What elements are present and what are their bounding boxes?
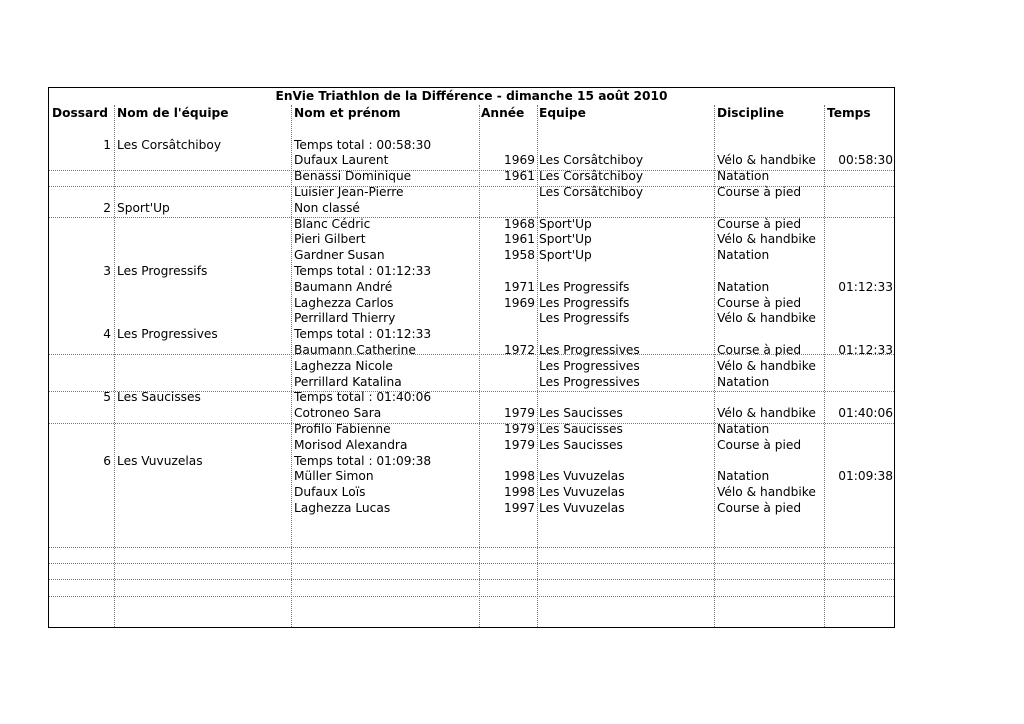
member-team-cell: Sport'Up — [539, 216, 592, 231]
page-title: EnVie Triathlon de la Différence - dimanche 15 août 2010 — [275, 89, 668, 103]
team-name: Sport'Up — [117, 200, 170, 215]
member-name-cell: Dufaux Loïs — [294, 485, 366, 500]
member-name-cell: Müller Simon — [294, 469, 374, 484]
member-year-cell: 1979 — [503, 437, 535, 452]
team-bib-number: 1 — [103, 137, 111, 152]
member-discipline-cell: Course à pied — [717, 500, 802, 515]
member-discipline-cell: Vélo & handbike — [717, 406, 816, 421]
member-name-cell: Baumann André — [294, 279, 393, 294]
member-discipline-cell: Natation — [717, 279, 770, 294]
team-bib-number: 4 — [103, 327, 111, 342]
team-name: Les Progressives — [117, 327, 218, 342]
member-year-cell: 1968 — [503, 216, 535, 231]
member-discipline-cell: Natation — [717, 469, 770, 484]
team-total-time: Temps total : 01:12:33 — [294, 263, 432, 278]
team-bib-number: 6 — [103, 453, 111, 468]
member-discipline-cell: Course à pied — [717, 437, 802, 452]
team-bib-number: 2 — [103, 200, 111, 215]
column-divider — [537, 105, 538, 627]
member-name-cell: Cotroneo Sara — [294, 406, 382, 421]
member-name-cell: Laghezza Carlos — [294, 295, 394, 310]
column-divider — [479, 105, 480, 627]
team-name: Les Saucisses — [117, 390, 201, 405]
member-time-cell: 01:12:33 — [838, 279, 893, 294]
member-team-cell: Les Vuvuzelas — [539, 485, 625, 500]
row-divider — [49, 563, 894, 564]
member-team-cell: Les Vuvuzelas — [539, 469, 625, 484]
column-divider — [114, 105, 115, 627]
results-sheet — [48, 87, 895, 628]
header-team: Equipe — [539, 106, 586, 120]
team-total-time: Non classé — [294, 200, 360, 215]
member-team-cell: Les Corsâtchiboy — [539, 169, 644, 184]
member-discipline-cell: Vélo & handbike — [717, 232, 816, 247]
member-name-cell: Perrillard Thierry — [294, 311, 396, 326]
member-name-cell: Profilo Fabienne — [294, 421, 391, 436]
team-name: Les Vuvuzelas — [117, 453, 203, 468]
member-discipline-cell: Natation — [717, 248, 770, 263]
team-total-time: Temps total : 00:58:30 — [294, 137, 432, 152]
member-team-cell: Sport'Up — [539, 232, 592, 247]
member-time-cell: 01:09:38 — [838, 469, 893, 484]
column-divider — [824, 105, 825, 627]
member-discipline-cell: Course à pied — [717, 342, 802, 357]
member-discipline-cell: Course à pied — [717, 216, 802, 231]
member-year-cell: 1971 — [503, 279, 535, 294]
row-divider — [49, 579, 894, 580]
member-time-cell: 01:40:06 — [838, 406, 893, 421]
member-name-cell: Laghezza Nicole — [294, 358, 393, 373]
header-time: Temps — [827, 106, 871, 120]
member-year-cell: 1998 — [503, 485, 535, 500]
member-year-cell: 1979 — [503, 421, 535, 436]
column-divider — [291, 105, 292, 627]
member-discipline-cell: Vélo & handbike — [717, 485, 816, 500]
header-person-name: Nom et prénom — [294, 106, 401, 120]
member-name-cell: Benassi Dominique — [294, 169, 412, 184]
row-divider — [49, 596, 894, 597]
member-name-cell: Pieri Gilbert — [294, 232, 366, 247]
member-team-cell: Les Progressives — [539, 374, 640, 389]
member-year-cell: 1969 — [503, 295, 535, 310]
member-discipline-cell: Vélo & handbike — [717, 311, 816, 326]
team-name: Les Corsâtchiboy — [117, 137, 222, 152]
member-name-cell: Blanc Cédric — [294, 216, 371, 231]
member-team-cell: Les Corsâtchiboy — [539, 184, 644, 199]
member-team-cell: Sport'Up — [539, 248, 592, 263]
member-name-cell: Dufaux Laurent — [294, 153, 389, 168]
member-team-cell: Les Progressifs — [539, 279, 630, 294]
member-team-cell: Les Vuvuzelas — [539, 500, 625, 515]
member-team-cell: Les Saucisses — [539, 421, 623, 436]
member-team-cell: Les Corsâtchiboy — [539, 153, 644, 168]
member-team-cell: Les Progressives — [539, 358, 640, 373]
member-team-cell: Les Saucisses — [539, 406, 623, 421]
member-year-cell: 1958 — [503, 248, 535, 263]
member-team-cell: Les Saucisses — [539, 437, 623, 452]
member-name-cell: Luisier Jean-Pierre — [294, 184, 404, 199]
team-bib-number: 5 — [103, 390, 111, 405]
team-bib-number: 3 — [103, 263, 111, 278]
member-team-cell: Les Progressifs — [539, 311, 630, 326]
member-discipline-cell: Natation — [717, 374, 770, 389]
member-name-cell: Gardner Susan — [294, 248, 385, 263]
member-time-cell: 00:58:30 — [838, 153, 893, 168]
team-total-time: Temps total : 01:09:38 — [294, 453, 432, 468]
member-discipline-cell: Course à pied — [717, 184, 802, 199]
member-year-cell: 1997 — [503, 500, 535, 515]
row-divider — [49, 547, 894, 548]
member-discipline-cell: Vélo & handbike — [717, 358, 816, 373]
member-year-cell: 1972 — [503, 342, 535, 357]
header-year: Année — [481, 106, 525, 120]
member-team-cell: Les Progressives — [539, 342, 640, 357]
team-total-time: Temps total : 01:40:06 — [294, 390, 432, 405]
member-discipline-cell: Course à pied — [717, 295, 802, 310]
member-year-cell: 1979 — [503, 406, 535, 421]
column-divider — [714, 105, 715, 627]
header-discipline: Discipline — [717, 106, 784, 120]
member-year-cell: 1969 — [503, 153, 535, 168]
member-discipline-cell: Vélo & handbike — [717, 153, 816, 168]
member-year-cell: 1961 — [503, 232, 535, 247]
header-dossard: Dossard — [52, 106, 108, 120]
member-time-cell: 01:12:33 — [838, 342, 893, 357]
team-total-time: Temps total : 01:12:33 — [294, 327, 432, 342]
member-year-cell: 1998 — [503, 469, 535, 484]
member-discipline-cell: Natation — [717, 169, 770, 184]
header-team-name: Nom de l'équipe — [117, 106, 229, 120]
team-name: Les Progressifs — [117, 263, 208, 278]
member-name-cell: Laghezza Lucas — [294, 500, 391, 515]
member-name-cell: Morisod Alexandra — [294, 437, 408, 452]
member-year-cell: 1961 — [503, 169, 535, 184]
member-discipline-cell: Natation — [717, 421, 770, 436]
member-name-cell: Baumann Catherine — [294, 342, 416, 357]
member-name-cell: Perrillard Katalina — [294, 374, 402, 389]
member-team-cell: Les Progressifs — [539, 295, 630, 310]
